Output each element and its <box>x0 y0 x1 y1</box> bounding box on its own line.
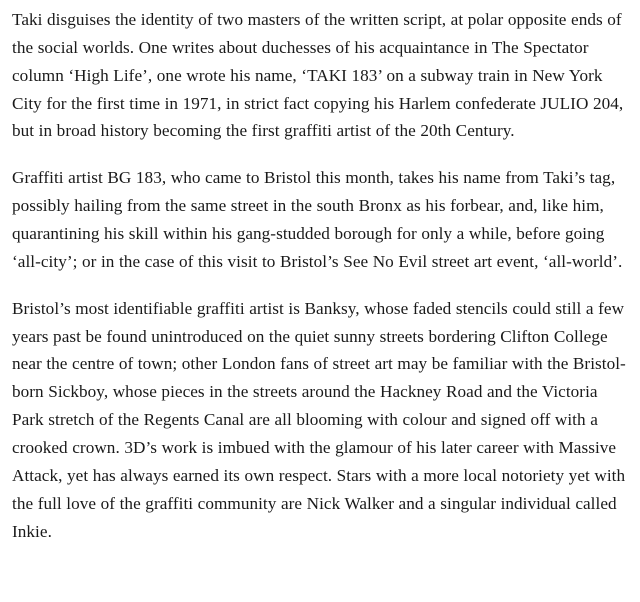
paragraph-1: Taki disguises the identity of two masters of the written script, at polar opposite ends of the social worlds. One writes about duchesses of his acquaintance in The Spectator column ‘High Life’, one wrote his name, ‘TAKI 183’ on a subway train in New York City for the first time in 1971, in strict fact copying his Harlem confederate JULIO 204, but in broad history becoming the first graffiti artist of the 20th Century. <box>12 10 624 141</box>
paragraph-2: Graffiti artist BG 183, who came to Bristol this month, takes his name from Taki’s tag, possibly hailing from the same street in the south Bronx as his forbear, and, like him, quarantining his skill within his gang-studded borough for only a while, before going ‘all-city’; or in the case of this visit to Bristol’s See No Evil street art event, ‘all-world’. <box>12 168 623 271</box>
paragraph-3: Bristol’s most identifiable graffiti artist is Banksy, whose faded stencils could still a few years past be found unintroduced on the quiet sunny streets bordering Clifton College near the centre of town; other London fans of street art may be familiar with the Bristol-born Sickboy, whose pieces in the streets around the Hackney Road and the Victoria Park stretch of the Regents Canal are all blooming with colour and signed off with a crooked crown. 3D’s work is imbued with the glamour of his later career with Massive Attack, yet has always earned its own respect. Stars with a more local notoriety yet with the full love of the graffiti community are Nick Walker and a singular individual called Inkie. <box>12 298 626 541</box>
